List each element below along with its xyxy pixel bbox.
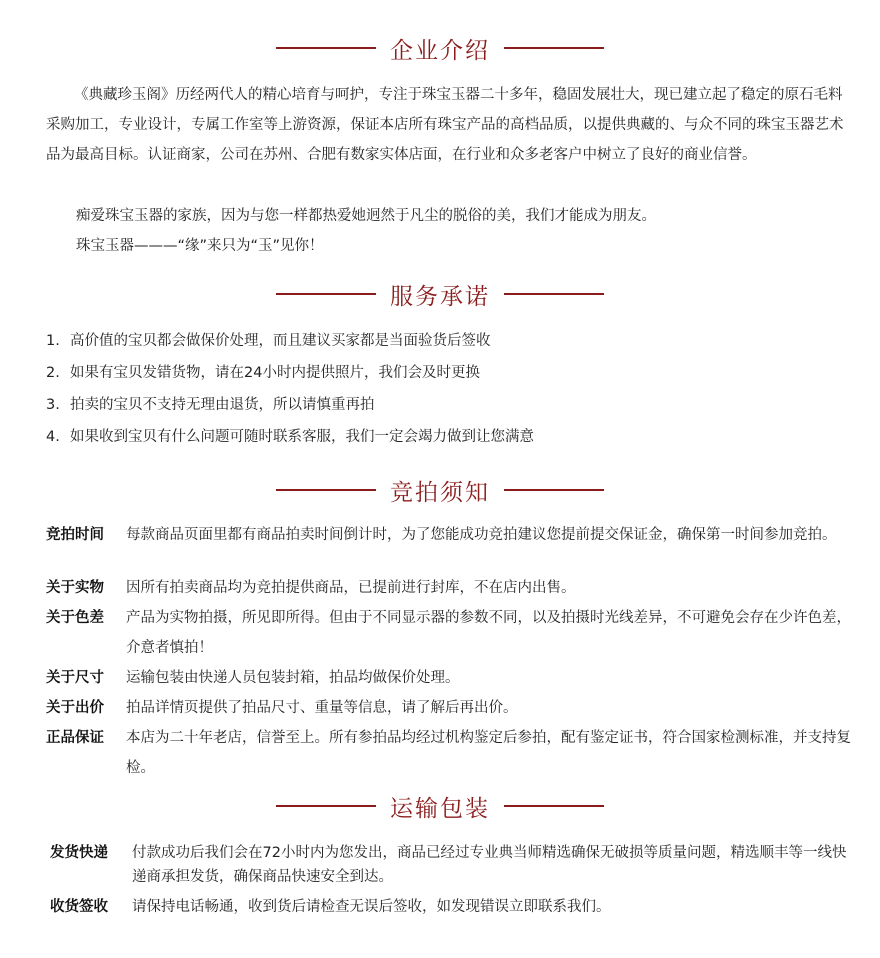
shipping-rule xyxy=(50,895,850,919)
title-divider-right xyxy=(504,489,604,491)
section-title-shipping xyxy=(0,786,880,826)
shipping-rule-label: 发货快递 xyxy=(50,845,108,861)
title-divider-right xyxy=(504,47,604,49)
title-divider-left xyxy=(276,805,376,807)
about-paragraph-3: 珠宝玉器———“缘”来只为“玉”见你！ xyxy=(76,238,324,254)
about-paragraph-2: 痴爱珠宝玉器的家族，因为与您一样都热爱她迥然于凡尘的脱俗的美，我们才能成为朋友。 xyxy=(76,208,656,224)
service-item-text: 高价值的宝贝都会做保价处理，而且建议买家都是当面验货后签收 xyxy=(70,333,491,349)
title-divider-right xyxy=(504,805,604,807)
auction-rule-text: 每款商品页面里都有商品拍卖时间倒计时，为了您能成功竞拍建议您提前提交保证金，确保第一时间参加竞拍。 xyxy=(126,527,837,543)
shipping-rule-label: 收货签收 xyxy=(50,899,108,915)
auction-rule-text: 拍品详情页提供了拍品尺寸、重量等信息，请了解后再出价。 xyxy=(126,700,518,716)
shipping-rule xyxy=(50,841,850,889)
auction-rule-label: 正品保证 xyxy=(46,730,104,746)
auction-rule-text: 因所有拍卖商品均为竞拍提供商品，已提前进行封库，不在店内出售。 xyxy=(126,580,576,596)
service-item-text: 如果有宝贝发错货物，请在24小时内提供照片，我们会及时更换 xyxy=(70,365,480,381)
service-item-number: 2. xyxy=(46,365,60,381)
title-divider-left xyxy=(276,489,376,491)
auction-rule-label: 竞拍时间 xyxy=(46,527,104,543)
auction-rule-label: 关于出价 xyxy=(46,700,104,716)
auction-rule-label: 关于实物 xyxy=(46,580,104,596)
service-item xyxy=(46,427,534,447)
auction-rule-label: 关于尺寸 xyxy=(46,670,104,686)
service-item-text: 如果收到宝贝有什么问题可随时联系客服，我们一定会竭力做到让您满意 xyxy=(70,429,534,445)
section-title-auction xyxy=(0,470,880,510)
service-item-number: 4. xyxy=(46,429,60,445)
about-paragraph-1 xyxy=(46,80,854,170)
service-item xyxy=(46,331,491,351)
service-item-text: 拍卖的宝贝不支持无理由退货，所以请慎重再拍 xyxy=(70,397,375,413)
title-divider-left xyxy=(276,293,376,295)
auction-rule-label: 关于色差 xyxy=(46,610,104,626)
auction-rule xyxy=(46,663,862,693)
auction-rule xyxy=(46,693,862,723)
service-item xyxy=(46,363,480,383)
section-title-text: 运输包装 xyxy=(390,795,490,822)
shipping-rule-text: 付款成功后我们会在72小时内为您发出，商品已经过专业典当师精选确保无破损等质量问题，精选顺丰等一线快递商承担发货，确保商品快速安全到达。 xyxy=(132,845,847,885)
title-divider-right xyxy=(504,293,604,295)
section-title-text: 服务承诺 xyxy=(390,283,490,310)
section-title-service xyxy=(0,274,880,314)
auction-rule xyxy=(46,520,862,550)
auction-rule xyxy=(46,573,862,603)
title-divider-left xyxy=(276,47,376,49)
auction-rule-text: 运输包装由快递人员包装封箱，拍品均做保价处理。 xyxy=(126,670,460,686)
shipping-rule-text: 请保持电话畅通，收到货后请检查无误后签收，如发现错误立即联系我们。 xyxy=(132,899,611,915)
section-title-about xyxy=(0,28,880,68)
service-item-number: 3. xyxy=(46,397,60,413)
auction-rule xyxy=(46,603,862,663)
service-item-number: 1. xyxy=(46,333,60,349)
auction-rule xyxy=(46,723,862,783)
section-title-text: 企业介绍 xyxy=(390,37,490,64)
section-title-text: 竞拍须知 xyxy=(390,479,490,506)
service-item xyxy=(46,395,375,415)
auction-rule-text: 产品为实物拍摄，所见即所得。但由于不同显示器的参数不同，以及拍摄时光线差异，不可避免会存在少许色差，介意者慎拍！ xyxy=(126,610,851,656)
auction-rule-text: 本店为二十年老店，信誉至上。所有参拍品均经过机构鉴定后参拍，配有鉴定证书，符合国家检测标准，并支持复检。 xyxy=(126,730,851,776)
about-paragraph-1-text: 《典藏珍玉阁》历经两代人的精心培育与呵护，专注于珠宝玉器二十多年，稳固发展壮大，现已建立起了稳定的原石毛料采购加工，专业设计，专属工作室等上游资源，保证本店所有珠宝产品的高档品质，以提供典藏的、与众不同的珠宝玉器艺术品为最高目标。认证商家，公司在苏州、合肥有数家实体店面，在行业和众多老客户中树立了良好的商业信誉。 xyxy=(46,87,844,163)
